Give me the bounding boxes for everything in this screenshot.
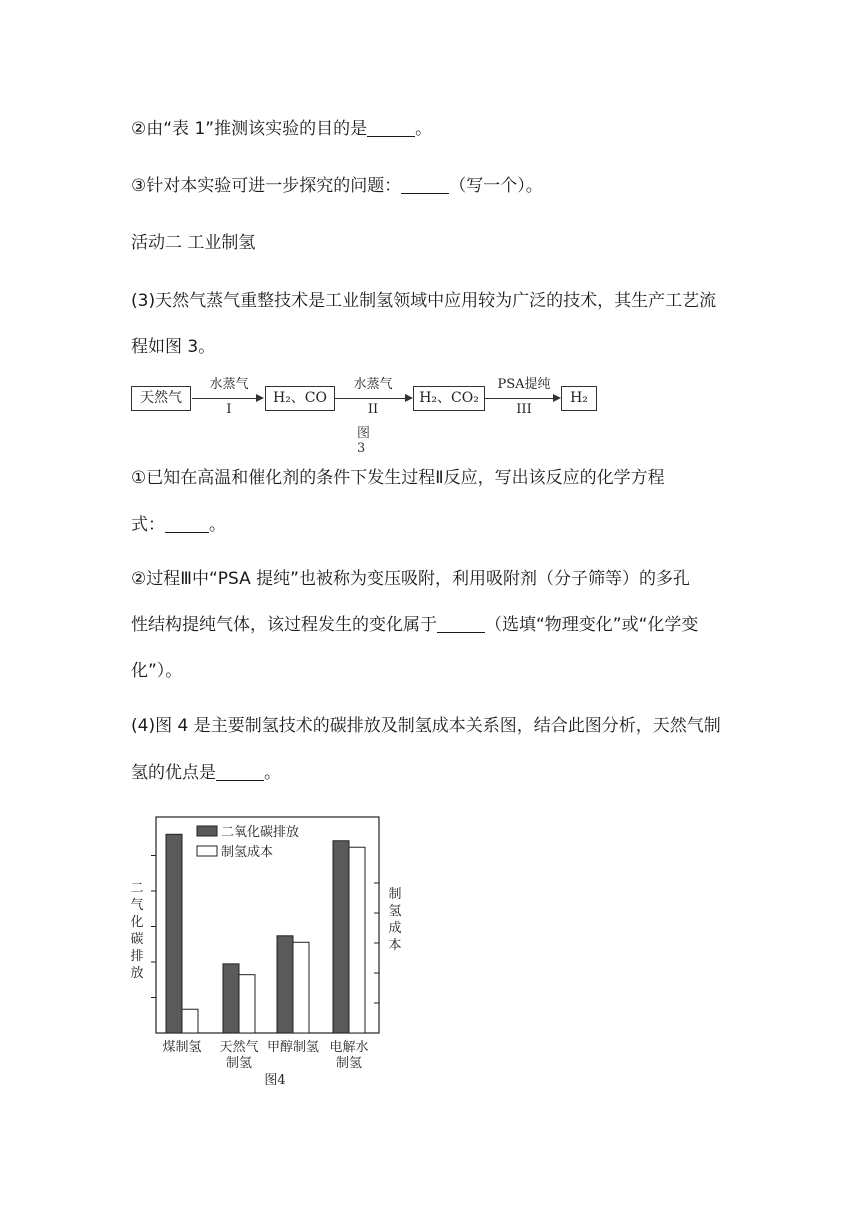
bar-co2-emission xyxy=(277,936,293,1033)
question-4-line1: (4)图 4 是主要制氢技术的碳排放及制氢成本关系图，结合此图分析，天然气制 xyxy=(131,716,721,736)
flow-arrow-2 xyxy=(335,398,405,399)
question-2-2 xyxy=(131,118,432,140)
question-2-2-end: 。 xyxy=(415,119,433,139)
flow-arrow-3 xyxy=(485,398,553,399)
bar-co2-emission xyxy=(333,841,349,1033)
flow-box-h2-co: H₂、CO xyxy=(265,386,335,411)
flow-box-h2: H₂ xyxy=(561,386,597,411)
x-tick-label: 甲醇制氢 xyxy=(266,1040,320,1055)
question-3-intro-line1: (3)天然气蒸气重整技术是工业制氢领域中应用较为广泛的技术，其生产工艺流 xyxy=(131,291,717,311)
flow-arrow-2-head xyxy=(405,394,413,402)
answer-blank[interactable] xyxy=(437,614,485,633)
flow-arrow-1-bottom-label: I xyxy=(226,402,232,417)
flow-arrow-1 xyxy=(192,398,256,399)
y-axis-right-label-char: 氢 xyxy=(388,904,402,919)
flow-arrow-2-bottom-label: II xyxy=(367,402,379,417)
flow-arrow-1-top-label: 水蒸气 xyxy=(209,377,249,392)
flow-arrow-1-head xyxy=(256,394,264,402)
question-4-prefix: 氢的优点是 xyxy=(131,763,216,783)
x-tick-label: 煤制氢 xyxy=(162,1040,202,1055)
bar-co2-emission xyxy=(223,964,239,1033)
y-axis-right-label-char: 制 xyxy=(388,887,402,902)
answer-blank[interactable] xyxy=(367,118,415,137)
question-3-intro-line2: 程如图 3。 xyxy=(131,337,216,357)
y-axis-left-label-char: 二 xyxy=(130,881,144,896)
answer-blank[interactable] xyxy=(216,762,264,781)
question-4-line2 xyxy=(131,762,281,784)
y-axis-left-label-char: 排 xyxy=(130,949,144,964)
question-3-1-line1: ①已知在高温和催化剂的条件下发生过程Ⅱ反应，写出该反应的化学方程 xyxy=(131,468,665,488)
question-2-3-text: ③针对本实验可进一步探究的问题： xyxy=(131,176,402,196)
question-3-2-line3: 化”）。 xyxy=(131,661,183,681)
y-axis-right-label-char: 成 xyxy=(388,921,402,936)
legend-swatch xyxy=(197,846,217,856)
bar-co2-emission xyxy=(166,834,182,1033)
answer-blank[interactable] xyxy=(165,514,209,533)
y-axis-left-label-char: 气 xyxy=(130,898,144,913)
flow-arrow-3-bottom-label: III xyxy=(516,402,532,417)
bar-hydrogen-cost xyxy=(349,847,365,1033)
question-3-2-prefix: 性结构提纯气体，该过程发生的变化属于 xyxy=(131,615,437,635)
answer-blank[interactable] xyxy=(401,175,449,194)
flow-box-h2-co2: H₂、CO₂ xyxy=(413,386,485,411)
figure-3-caption: 图3 xyxy=(357,426,371,456)
flow-arrow-3-top-label: PSA提纯 xyxy=(497,377,551,392)
figure-4-chart-svg xyxy=(125,812,405,1092)
question-2-2-text: ②由“表 1”推测该实验的目的是 xyxy=(131,119,368,139)
y-axis-right-label-char: 本 xyxy=(388,938,402,953)
section-title: 活动二 工业制氢 xyxy=(131,233,256,253)
x-tick-label: 电解水 xyxy=(329,1040,369,1055)
question-3-2-line2 xyxy=(131,614,698,636)
question-4-end: 。 xyxy=(264,763,281,783)
question-3-1-end: 。 xyxy=(209,515,226,535)
flow-box-natural-gas: 天然气 xyxy=(131,386,191,411)
x-tick-label: 制氢 xyxy=(225,1056,253,1071)
legend-swatch xyxy=(197,826,217,836)
y-axis-left-label-char: 化 xyxy=(130,915,144,930)
figure-4-caption: 图4 xyxy=(264,1073,286,1088)
y-axis-left-label-char: 碳 xyxy=(130,932,144,947)
figure-4-chart xyxy=(125,812,405,1092)
x-tick-label: 天然气 xyxy=(219,1040,259,1055)
question-3-2-line1: ②过程Ⅲ中“PSA 提纯”也被称为变压吸附，利用吸附剂（分子筛等）的多孔 xyxy=(131,569,690,589)
legend-label: 制氢成本 xyxy=(221,845,274,860)
flow-arrow-3-head xyxy=(553,394,561,402)
y-axis-left-label-char: 放 xyxy=(130,966,144,981)
question-3-2-suffix: （选填“物理变化”或“化学变 xyxy=(485,615,699,635)
bar-hydrogen-cost xyxy=(182,1009,198,1033)
question-2-3-end: （写一个）。 xyxy=(449,176,543,196)
question-3-1-prefix: 式： xyxy=(131,515,165,535)
x-tick-label: 制氢 xyxy=(335,1056,363,1071)
bar-hydrogen-cost xyxy=(239,975,255,1033)
question-3-1-line2 xyxy=(131,514,226,536)
bar-hydrogen-cost xyxy=(293,942,309,1033)
question-2-3 xyxy=(131,175,543,197)
flow-arrow-2-top-label: 水蒸气 xyxy=(353,377,393,392)
legend-label: 二氧化碳排放 xyxy=(221,825,300,840)
